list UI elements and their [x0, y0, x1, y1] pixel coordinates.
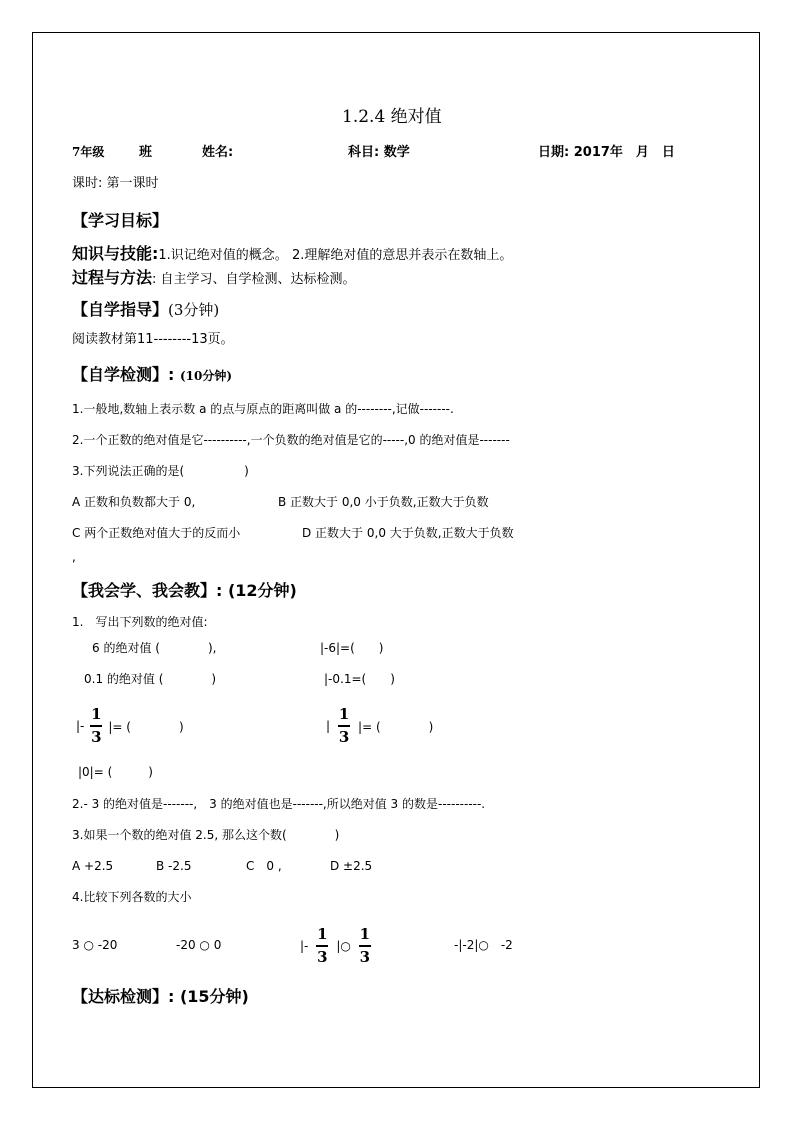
- process-label: 过程与方法: [72, 268, 153, 287]
- class-label: 班: [139, 145, 153, 160]
- lesson-label: 课时: 第一课时: [72, 176, 159, 191]
- guide-time: (3分钟): [168, 301, 220, 319]
- frac-bar: [316, 945, 328, 947]
- process-text: : 自主学习、自学检测、达标检测。: [152, 272, 356, 287]
- fraction-one-third: [316, 927, 328, 965]
- frac-num: 1: [317, 925, 328, 944]
- compare-3-pre: |-: [300, 939, 309, 953]
- fraction-one-third: [359, 927, 371, 965]
- selfcheck-comma: ,: [72, 550, 76, 564]
- goals-heading: 【学习目标】: [72, 211, 169, 230]
- learn-q3: 3.如果一个数的绝对值 2.5, 那么这个数( ): [72, 828, 340, 842]
- frac-num: 1: [359, 925, 371, 944]
- selfcheck-option-b: B 正数大于 0,0 小于负数,正数大于负数: [278, 495, 489, 509]
- learn-q1: 1. 写出下列数的绝对值:: [72, 615, 208, 629]
- selfcheck-heading-line: [72, 367, 232, 383]
- selfcheck-option-a: A 正数和负数都大于 0,: [72, 495, 196, 509]
- learn-q4: 4.比较下列各数的大小: [72, 890, 192, 904]
- guide-heading: 【自学指导】: [72, 300, 169, 319]
- compare-2: -20 ○ 0: [176, 938, 222, 952]
- compare-1: 3 ○ -20: [72, 938, 118, 952]
- knowledge-text: 1.识记绝对值的概念。 2.理解绝对值的意思并表示在数轴上。: [158, 248, 513, 263]
- guide-text: 阅读教材第11--------13页。: [72, 332, 234, 347]
- learn-abs-0: |0|= ( ): [78, 765, 153, 779]
- knowledge-label: 知识与技能:: [72, 244, 159, 263]
- learn-q3-option-a: A +2.5: [72, 859, 114, 873]
- selfcheck-q2: 2.一个正数的绝对值是它----------,一个负数的绝对值是它的-----,0 的绝对值是-------: [72, 433, 510, 447]
- subject-label: 科目: 数学: [348, 145, 410, 160]
- frac-row1-post: |= ( ): [108, 719, 184, 734]
- frac-bar: [90, 725, 102, 727]
- selfcheck-heading: 【自学检测】:: [72, 365, 180, 384]
- compare-3: [300, 926, 379, 966]
- learn-q3-option-d: D ±2.5: [330, 859, 373, 873]
- knowledge-line: [72, 246, 512, 262]
- frac-row2-pre: |: [326, 719, 331, 733]
- selfcheck-option-c: C 两个正数绝对值大于的反而小: [72, 526, 241, 540]
- compare-4: -|-2|○ -2: [454, 938, 513, 952]
- selfcheck-option-d: D 正数大于 0,0 大于负数,正数大于负数: [302, 526, 514, 540]
- selfcheck-q3: 3.下列说法正确的是( ): [72, 464, 249, 478]
- frac-den: 3: [338, 727, 350, 746]
- learn-abs-neg-third: [76, 706, 184, 746]
- process-line: [72, 270, 356, 286]
- learn-abs-neg0-1: |-0.1=( ): [324, 672, 395, 686]
- page-title: 1.2.4 绝对值: [342, 107, 442, 127]
- frac-bar: [359, 945, 371, 947]
- frac-bar: [338, 725, 350, 727]
- frac-num: 1: [91, 705, 102, 724]
- grade-label: 7年级: [72, 145, 105, 159]
- fraction-one-third: [338, 707, 350, 745]
- frac-den: 3: [317, 947, 328, 966]
- date-label: 日期: 2017年 月 日: [538, 145, 675, 160]
- learn-abs-0-1: 0.1 的绝对值 ( ): [84, 672, 217, 686]
- learn-q3-option-b: B -2.5: [156, 859, 192, 873]
- learn-q2: 2.- 3 的绝对值是-------, 3 的绝对值也是-------,所以绝对值 3 的数是----------.: [72, 797, 486, 811]
- frac-row2-post: |= ( ): [358, 719, 434, 734]
- test-heading: 【达标检测】: (15分钟): [72, 987, 249, 1006]
- name-label: 姓名:: [202, 145, 234, 160]
- fraction-one-third: [90, 707, 102, 745]
- guide-heading-line: [72, 302, 219, 318]
- learn-abs-neg6: |-6|=( ): [320, 641, 384, 655]
- selfcheck-q1: 1.一般地,数轴上表示数 a 的点与原点的距离叫做 a 的--------,记做-------.: [72, 402, 454, 416]
- learn-q3-option-c: C 0 ,: [246, 859, 282, 873]
- frac-row1-pre: |-: [76, 719, 85, 733]
- compare-3-mid: |○: [336, 939, 351, 953]
- frac-num: 1: [338, 705, 350, 724]
- selfcheck-time: (10分钟): [179, 369, 233, 383]
- learn-abs-third: [326, 706, 433, 746]
- learn-heading: 【我会学、我会教】: (12分钟): [72, 581, 297, 600]
- frac-den: 3: [359, 947, 371, 966]
- learn-abs-6: 6 的绝对值 ( ),: [92, 641, 217, 655]
- frac-den: 3: [91, 727, 102, 746]
